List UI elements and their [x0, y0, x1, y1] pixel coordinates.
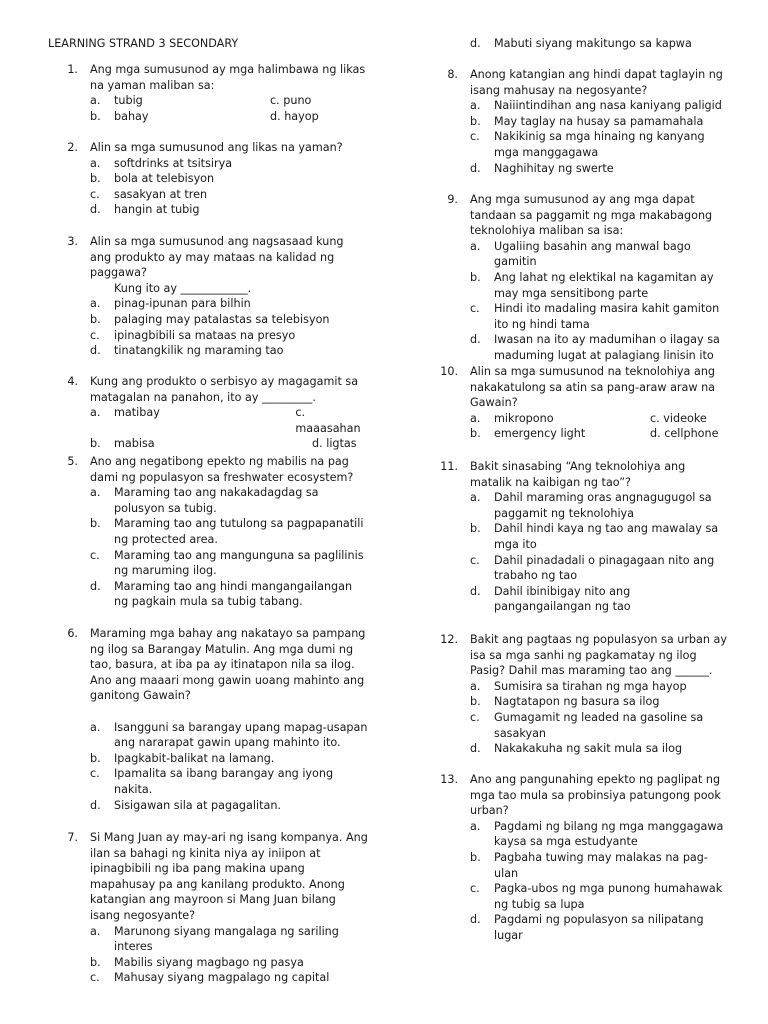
answer-option	[428, 912, 728, 943]
option-letter: c.	[470, 130, 480, 144]
option-text: Naghihitay ng swerte	[494, 161, 614, 175]
answer-option	[48, 187, 368, 203]
answer-option	[428, 301, 728, 332]
question-stem	[48, 62, 368, 93]
answer-option	[48, 579, 368, 610]
question-number: 5.	[67, 455, 78, 468]
answer-option	[428, 490, 728, 521]
question-number: 3.	[67, 235, 78, 248]
option-text: Sumisira sa tirahan ng mga hayop	[494, 679, 687, 693]
option-letter: a.	[90, 406, 101, 420]
question-text: Ano ang negatibong epekto ng mabilis na pag dami ng populasyon sa freshwater ecosystem?	[90, 455, 354, 484]
answer-option	[48, 720, 368, 751]
question-text: Maraming mga bahay ang nakatayo sa pampang ng ilog sa Barangay Matulin. Ang mga dumi ng tao, basura, at iba pa ay itinatapon nila sa ilog. Ano ang maaari mong gawin uoang mahinto ang ganitong Gawain?	[90, 627, 366, 703]
question-stem	[48, 830, 368, 924]
answer-option	[470, 426, 650, 442]
option-text: softdrinks at tsitsirya	[114, 156, 233, 170]
answer-option	[428, 521, 728, 552]
answer-option	[428, 553, 728, 584]
question-text: Alin sa mga sumusunod ang nagsasaad kung ang produkto ay may mataas na kalidad ng paggawa?	[90, 235, 344, 280]
option-letter: b.	[470, 850, 481, 864]
option-letter: a.	[470, 679, 481, 693]
answer-option-row	[48, 109, 368, 125]
option-letter: c.	[90, 187, 100, 201]
option-letter: c.	[470, 710, 480, 724]
option-letter: d.	[470, 37, 481, 50]
answer-option	[428, 332, 728, 363]
answer-option	[295, 405, 368, 436]
question-text: Ang mga sumusunod ay mga halimbawa ng likas na yaman maliban sa:	[90, 63, 366, 92]
answer-option	[48, 548, 368, 579]
option-letter: b.	[90, 955, 101, 969]
option-letter: b.	[90, 312, 101, 326]
answer-option	[48, 328, 368, 344]
option-letter: b.	[470, 427, 481, 441]
option-letter: c.	[470, 882, 480, 896]
question-text: Alin sa mga sumusunod na teknolohiya ang nakakatulong sa atin sa pang-araw araw na Gawain?	[470, 365, 716, 410]
option-letter: b.	[90, 172, 101, 186]
question-number: 12.	[440, 633, 458, 646]
option-text: Hindi ito madaling masira kahit gamiton ito ng hindi tama	[494, 302, 720, 331]
answer-option	[428, 819, 728, 850]
question-text: Ang mga sumusunod ay ang mga dapat tandaan sa paggamit ng mga makabagong teknolohiya maliban sa isa:	[470, 193, 713, 238]
option-letter: d.	[90, 203, 101, 217]
option-text: Dahil maraming oras angnagugugol sa paggamit ng teknolohiya	[494, 491, 712, 520]
answer-option	[48, 516, 368, 547]
option-letter: b.	[90, 517, 101, 531]
option-letter: d.	[90, 579, 101, 593]
option-letter: c.	[90, 548, 100, 562]
question-text: Alin sa mga sumusunod ang likas na yaman?	[90, 141, 343, 154]
option-letter: d.	[90, 344, 101, 358]
option-letter: b.	[470, 270, 481, 284]
question-item	[48, 140, 368, 218]
option-text: Mabilis siyang magbago ng pasya	[114, 955, 304, 969]
answer-option	[48, 970, 368, 986]
option-text: Pagka-ubos ng mga punong humahawak ng tubig sa lupa	[494, 882, 723, 911]
option-text: May taglay na husay sa pamamahala	[494, 114, 704, 128]
option-text: d. hayop	[270, 109, 319, 123]
question-item	[48, 830, 368, 986]
option-letter: c.	[90, 767, 100, 781]
question-stem	[428, 364, 728, 411]
question-stem	[428, 632, 728, 679]
option-text: c. maaasahan	[295, 406, 361, 435]
answer-option	[428, 161, 728, 177]
answer-option	[90, 436, 312, 452]
option-letter: a.	[470, 99, 481, 113]
option-text: Nakakakuha ng sakit mula sa ilog	[494, 742, 683, 756]
option-text: Nagtatapon ng basura sa ilog	[494, 695, 660, 709]
option-letter: a.	[90, 297, 101, 311]
question-stem	[48, 454, 368, 485]
answer-option	[428, 679, 728, 695]
answer-option	[312, 436, 357, 452]
option-text: mikropono	[494, 411, 554, 425]
question-text: Bakit ang pagtaas ng populasyon sa urban ay isa sa mga sanhi ng pagkamatay ng ilog Pasig? Dahil mas maraming tao ang ______.	[470, 633, 728, 678]
question-item	[428, 192, 728, 364]
option-text: Maraming tao ang nakakadagdag sa polusyon sa tubig.	[114, 486, 319, 515]
question-item	[428, 364, 728, 442]
option-letter: c.	[90, 971, 100, 985]
question-stem	[428, 772, 728, 819]
option-letter: d.	[470, 584, 481, 598]
option-text: d. cellphone	[650, 427, 719, 441]
answer-option	[428, 850, 728, 881]
option-letter: a.	[470, 411, 481, 425]
answer-option	[48, 171, 368, 187]
answer-option	[48, 766, 368, 797]
answer-option-row	[48, 436, 368, 452]
option-text: Iwasan na ito ay madumihan o ilagay sa maduming lugat at palagiang linisin ito	[494, 333, 720, 362]
answer-option-row	[428, 426, 728, 442]
question-stem	[48, 234, 368, 281]
option-letter: a.	[90, 924, 101, 938]
option-text: Ugaliing basahin ang manwal bago gamitin	[494, 239, 691, 269]
question-item	[48, 626, 368, 813]
answer-option	[48, 312, 368, 328]
answer-option-row	[48, 405, 368, 436]
answer-option	[270, 109, 319, 125]
option-text: Ipamalita sa ibang barangay ang iyong nakita.	[114, 767, 334, 796]
option-text: pinag-ipunan para bilhin	[114, 297, 251, 311]
option-letter: b.	[90, 437, 101, 451]
answer-option	[650, 411, 707, 427]
option-text: emergency light	[494, 427, 586, 441]
question-number: 8.	[447, 68, 458, 81]
option-letter: d.	[470, 333, 481, 347]
option-text: sasakyan at tren	[114, 187, 208, 201]
option-letter: c.	[90, 328, 100, 342]
option-text: Maraming tao ang mangunguna sa paglilinis ng maruming ilog.	[114, 548, 364, 578]
question-stem	[48, 374, 368, 405]
option-text: bola at telebisyon	[114, 172, 215, 186]
answer-option	[428, 239, 728, 270]
option-letter: d.	[470, 161, 481, 175]
option-text: Dahil pinadadali o pinagagaan nito ang trabaho ng tao	[494, 553, 715, 583]
option-text: Dahil ibinibigay nito ang pangangailangan ng tao	[494, 584, 631, 614]
option-text: mabisa	[114, 437, 155, 451]
option-text: Marunong siyang mangalaga ng sariling interes	[114, 924, 339, 954]
option-letter: a.	[470, 239, 481, 253]
answer-option	[470, 411, 650, 427]
option-letter: a.	[90, 486, 101, 500]
option-text: Isangguni sa barangay upang mapag-usapan ang nararapat gawin upang mahinto ito.	[114, 720, 368, 750]
answer-option	[428, 694, 728, 710]
answer-option-row	[48, 93, 368, 109]
option-text: c. puno	[270, 94, 312, 108]
option-text: ipinagbibili sa mataas na presyo	[114, 328, 296, 342]
option-letter: a.	[470, 491, 481, 505]
option-letter: a.	[90, 156, 101, 170]
question-number: 6.	[67, 627, 78, 640]
answer-option	[48, 955, 368, 971]
answer-option	[428, 270, 728, 301]
option-text: bahay	[114, 109, 149, 123]
option-text: c. videoke	[650, 411, 707, 425]
answer-option	[428, 710, 728, 741]
answer-option	[48, 751, 368, 767]
question-number: 4.	[67, 375, 78, 388]
answer-option	[48, 156, 368, 172]
question-stem	[428, 459, 728, 490]
answer-option	[48, 798, 368, 814]
option-letter: c.	[470, 302, 480, 316]
option-text: Mabuti siyang makitungo sa kapwa	[494, 37, 692, 50]
question-number: 2.	[67, 141, 78, 154]
question-item	[48, 62, 368, 124]
option-letter: b.	[470, 522, 481, 536]
option-letter: b.	[470, 114, 481, 128]
option-letter: a.	[470, 819, 481, 833]
option-text: Sisigawan sila at pagagalitan.	[114, 798, 281, 812]
option-letter: a.	[90, 720, 101, 734]
question-number: 9.	[447, 193, 458, 206]
question-number: 7.	[67, 831, 78, 844]
question-item	[428, 632, 728, 757]
option-text: Dahil hindi kaya ng tao ang mawalay sa mga ito	[494, 522, 719, 551]
answer-option	[90, 405, 295, 436]
answer-option	[90, 109, 270, 125]
option-letter: d.	[470, 742, 481, 756]
answer-option	[428, 114, 728, 130]
worksheet-title: LEARNING STRAND 3 SECONDARY	[48, 37, 239, 50]
option-letter: c.	[470, 553, 480, 567]
question-item	[48, 374, 368, 452]
option-text: tinatangkilik ng maraming tao	[114, 344, 284, 358]
option-text: Maraming tao ang tutulong sa pagpapanatili ng protected area.	[114, 517, 364, 546]
answer-option	[48, 924, 368, 955]
question-item	[48, 454, 368, 610]
option-text: Ipagkabit-balikat na lamang.	[114, 751, 275, 765]
option-text: Ang lahat ng elektikal na kagamitan ay may mga sensitibong parte	[494, 270, 714, 300]
question-prompt-line: Kung ito ay ____________.	[114, 281, 252, 295]
question-stem	[48, 140, 368, 156]
question-item	[428, 459, 728, 615]
answer-option	[48, 343, 368, 359]
question-text: Anong katangian ang hindi dapat taglayin ng isang mahusay na negosyante?	[470, 68, 723, 97]
answer-option	[90, 93, 270, 109]
option-text: Pagdami ng populasyon sa nilipatang lugar	[494, 913, 704, 942]
option-letter: a.	[90, 94, 101, 108]
option-letter: d.	[470, 913, 481, 927]
option-letter: b.	[90, 751, 101, 765]
question-number: 10.	[440, 365, 458, 378]
question-number: 13.	[440, 773, 458, 786]
option-text: Mahusay siyang magpalago ng capital	[114, 971, 330, 985]
option-text: Naiiintindihan ang nasa kaniyang paligid	[494, 99, 722, 113]
question-7-carryover-option	[428, 36, 728, 52]
answer-option	[428, 129, 728, 160]
option-text: tubig	[114, 94, 143, 108]
answer-option	[650, 426, 718, 442]
question-item	[428, 67, 728, 176]
option-text: d. ligtas	[312, 437, 357, 451]
option-text: Pagdami ng bilang ng mga manggagawa kaysa sa mga estudyante	[494, 819, 724, 849]
question-text: Kung ang produkto o serbisyo ay magagamit sa matagalan na panahon, ito ay _________.	[90, 375, 359, 404]
question-item	[48, 234, 368, 359]
question-item	[428, 772, 728, 944]
option-text: Maraming tao ang hindi mangangailangan ng pagkain mula sa tubig tabang.	[114, 579, 353, 609]
option-letter: d.	[90, 798, 101, 812]
option-text: matibay	[114, 406, 160, 420]
option-text: hangin at tubig	[114, 203, 200, 217]
option-text: Pagbaha tuwing may malakas na pag-ulan	[494, 850, 708, 880]
option-text: Gumagamit ng leaded na gasoline sa sasakyan	[494, 710, 704, 740]
question-text: Ano ang pangunahing epekto ng paglipat ng mga tao mula sa probinsiya patungong pook urban?	[470, 773, 721, 818]
answer-option	[48, 296, 368, 312]
answer-option	[428, 741, 728, 757]
answer-option	[48, 202, 368, 218]
answer-option	[48, 485, 368, 516]
option-letter: b.	[470, 695, 481, 709]
answer-option	[428, 98, 728, 114]
question-number: 1.	[67, 63, 78, 76]
option-letter: b.	[90, 109, 101, 123]
question-stem	[428, 67, 728, 98]
option-text: palaging may patalastas sa telebisyon	[114, 312, 330, 326]
answer-option	[270, 93, 311, 109]
answer-option	[428, 881, 728, 912]
question-stem	[428, 192, 728, 239]
option-text: Nakikinig sa mga hinaing ng kanyang mga manggagawa	[494, 130, 705, 159]
question-text: Si Mang Juan ay may-ari ng isang kompanya. Ang ilan sa bahagi ng kinita niya ay iniipon at ipinagbibili ng iba pang makina upang mapahusay pa ang kanilang produkto. Anong katangian ang mayroon si Mang Juan bilang isang negosyante?	[90, 831, 368, 922]
question-stem	[48, 626, 368, 704]
question-text: Bakit sinasabing “Ang teknolohiya ang matalik na kaibigan ng tao”?	[470, 460, 686, 489]
answer-option	[428, 584, 728, 615]
answer-option-row	[428, 411, 728, 427]
question-number: 11.	[440, 460, 458, 473]
